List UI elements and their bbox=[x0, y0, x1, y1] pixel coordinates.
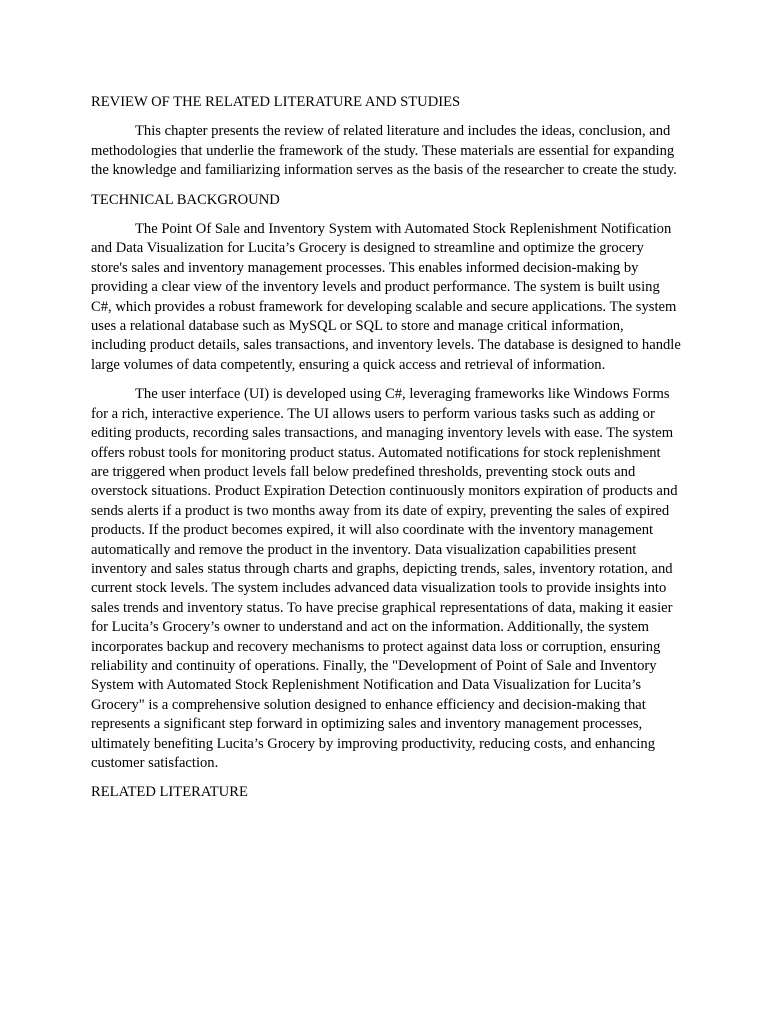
heading-technical-background: TECHNICAL BACKGROUND bbox=[91, 191, 280, 208]
paragraph-technical-2: The user interface (UI) is developed using C#, leveraging frameworks like Windows Forms for a rich, interactive experience. The UI allows users to perform various tasks such as adding or editing products, recording sales transactions, and managing inventory levels with ease. The system offers robust tools for monitoring product status. Automated notifications for stock replenishment are triggered when product levels fall below predefined thresholds, preventing stock outs and overstock situations. Product Expiration Detection continuously monitors expiration of products and sends alerts if a product is two months away from its date of expiry, preventing the sales of expired products. If the product becomes expired, it will also coordinate with the inventory management automatically and remove the product in the inventory. Data visualization capabilities present inventory and sales status through charts and graphs, depicting trends, sales, inventory rotation, and current stock levels. The system includes advanced data visualization tools to provide insights into sales trends and inventory status. To have precise graphical representations of data, making it easier for Lucita’s Grocery’s owner to understand and act on the information. Additionally, the system incorporates backup and recovery mechanisms to protect against data loss or corruption, ensuring reliability and continuity of operations. Finally, the "Development of Point of Sale and Inventory System with Automated Stock Replenishment Notification and Data Visualization for Lucita’s Grocery" is a comprehensive solution designed to enhance efficiency and decision-making that represents a significant step forward in optimizing sales and inventory management processes, ultimately benefiting Lucita’s Grocery by improving productivity, reducing costs, and enhancing customer satisfaction. bbox=[91, 386, 678, 771]
heading-related-literature: RELATED LITERATURE bbox=[91, 784, 248, 801]
paragraph-intro: This chapter presents the review of related literature and includes the ideas, conclusion, and methodologies that underlie the framework of the study. These materials are essential for expanding the knowledge and familiarizing information serves as the basis of the researcher to create the study. bbox=[91, 123, 677, 179]
document-page bbox=[91, 93, 681, 813]
paragraph-technical-1: The Point Of Sale and Inventory System with Automated Stock Replenishment Notification and Data Visualization for Lucita’s Grocery is designed to streamline and optimize the grocery store's sales and inventory management processes. This enables informed decision-making by providing a clear view of the inventory levels and product performance. The system is built using C#, which provides a robust framework for developing scalable and secure applications. The system uses a relational database such as MySQL or SQL to store and manage critical information, including product details, sales transactions, and inventory levels. The database is designed to handle large volumes of data competently, ensuring a quick access and retrieval of information. bbox=[91, 221, 681, 373]
heading-review-literature: REVIEW OF THE RELATED LITERATURE AND STUDIES bbox=[91, 94, 461, 110]
